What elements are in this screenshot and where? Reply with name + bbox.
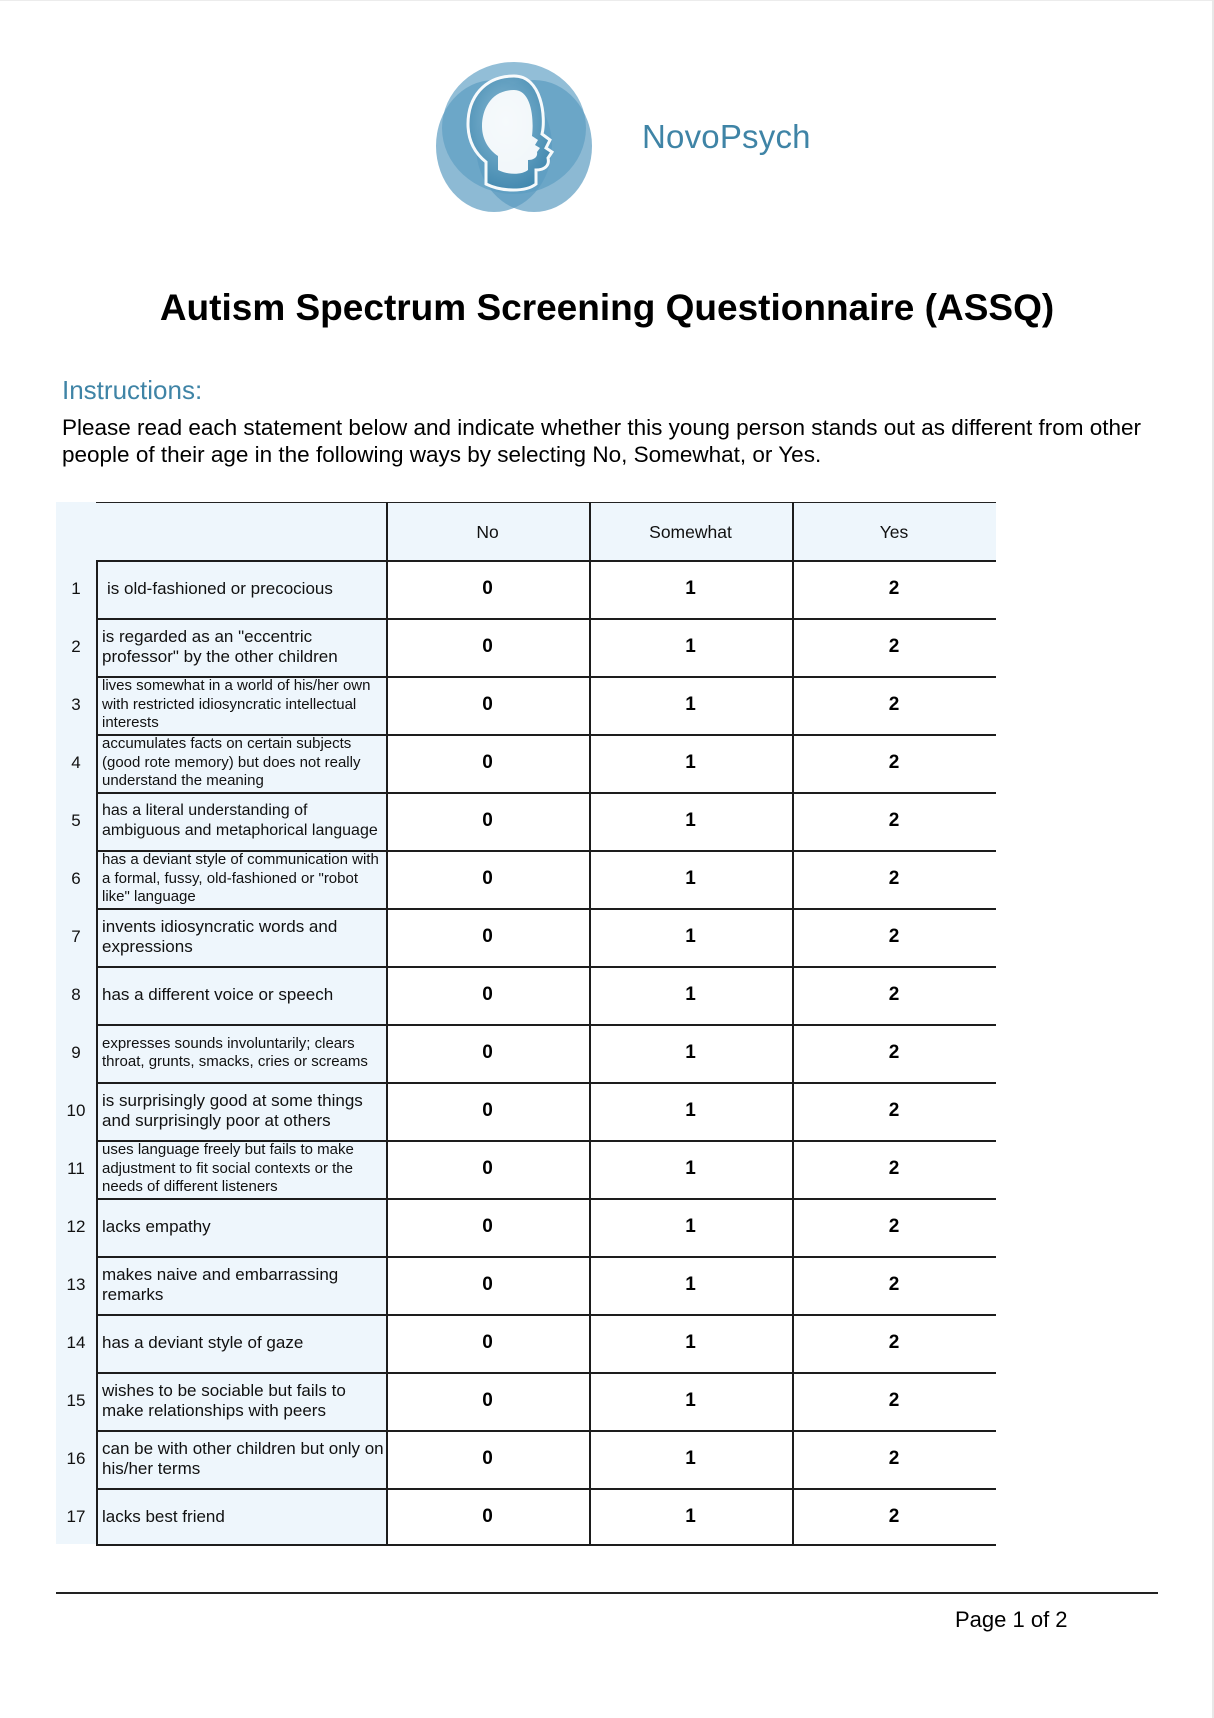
score-no[interactable]: 0 xyxy=(482,578,493,599)
score-no[interactable]: 0 xyxy=(482,636,493,657)
score-somewhat[interactable]: 1 xyxy=(685,752,696,773)
item-statement: expresses sounds involuntarily; clears throat, grunts, smacks, cries or screams xyxy=(96,1024,386,1082)
score-no[interactable]: 0 xyxy=(482,1274,493,1295)
item-statement: has a deviant style of communication with a formal, fussy, old-fashioned or "robot like" language xyxy=(96,850,386,908)
score-somewhat[interactable]: 1 xyxy=(685,1042,696,1063)
table-row xyxy=(56,1024,996,1082)
score-no[interactable]: 0 xyxy=(482,694,493,715)
item-number: 1 xyxy=(71,579,81,598)
score-somewhat[interactable]: 1 xyxy=(685,694,696,715)
table-column-divider xyxy=(96,560,98,1545)
score-yes[interactable]: 2 xyxy=(888,1158,900,1179)
score-no[interactable]: 0 xyxy=(482,926,493,947)
item-statement: has a different voice or speech xyxy=(96,966,386,1024)
item-statement: has a literal understanding of ambiguous and metaphorical language xyxy=(96,792,386,850)
table-column-divider xyxy=(792,502,794,1545)
item-number: 16 xyxy=(66,1449,86,1468)
item-statement: accumulates facts on certain subjects (good rote memory) but does not really understand the meaning xyxy=(96,734,386,792)
instructions-heading: Instructions: xyxy=(62,375,203,405)
score-yes[interactable]: 2 xyxy=(888,578,900,599)
item-number: 9 xyxy=(71,1043,81,1062)
item-number: 15 xyxy=(66,1391,86,1410)
item-statement: lacks empathy xyxy=(96,1198,386,1256)
score-no[interactable]: 0 xyxy=(482,810,493,831)
page-top-edge xyxy=(0,0,1214,1)
item-statement: lacks best friend xyxy=(96,1488,386,1546)
table-row xyxy=(56,618,996,676)
score-somewhat[interactable]: 1 xyxy=(685,1448,696,1469)
score-yes[interactable]: 2 xyxy=(888,636,900,657)
item-statement: has a deviant style of gaze xyxy=(96,1314,386,1372)
score-somewhat[interactable]: 1 xyxy=(685,1506,696,1527)
item-statement: uses language freely but fails to make adjustment to fit social contexts or the needs of different listeners xyxy=(96,1140,386,1198)
score-somewhat[interactable]: 1 xyxy=(685,984,696,1005)
item-number: 4 xyxy=(71,753,81,772)
item-number: 11 xyxy=(67,1159,85,1178)
score-no[interactable]: 0 xyxy=(482,1506,493,1527)
score-yes[interactable]: 2 xyxy=(888,1390,900,1411)
score-yes[interactable]: 2 xyxy=(888,868,900,889)
item-number: 5 xyxy=(71,811,81,830)
table-row xyxy=(56,1488,996,1546)
score-yes[interactable]: 2 xyxy=(888,1042,900,1063)
score-somewhat[interactable]: 1 xyxy=(685,868,696,889)
score-yes[interactable]: 2 xyxy=(888,926,900,947)
table-divider xyxy=(96,792,996,794)
item-number: 7 xyxy=(71,927,81,946)
table-row xyxy=(56,734,996,792)
item-number: 13 xyxy=(66,1275,86,1294)
item-number: 10 xyxy=(66,1101,86,1120)
score-somewhat[interactable]: 1 xyxy=(685,1100,696,1121)
table-row xyxy=(56,792,996,850)
item-number: 12 xyxy=(66,1217,86,1236)
score-somewhat[interactable]: 1 xyxy=(685,636,696,657)
table-divider xyxy=(96,1544,996,1546)
table-divider xyxy=(96,676,996,678)
item-number: 8 xyxy=(71,985,81,1004)
score-somewhat[interactable]: 1 xyxy=(685,926,696,947)
score-no[interactable]: 0 xyxy=(482,868,493,889)
score-somewhat[interactable]: 1 xyxy=(685,1274,696,1295)
item-statement: can be with other children but only on his/her terms xyxy=(96,1430,386,1488)
table-divider xyxy=(96,966,996,968)
score-no[interactable]: 0 xyxy=(482,1100,493,1121)
score-yes[interactable]: 2 xyxy=(888,1274,900,1295)
score-no[interactable]: 0 xyxy=(482,752,493,773)
table-row xyxy=(56,676,996,734)
head-profile-logo-icon xyxy=(432,58,596,214)
table-row xyxy=(56,1082,996,1140)
table-row xyxy=(56,908,996,966)
column-header-yes: Yes xyxy=(879,522,909,542)
score-yes[interactable]: 2 xyxy=(888,1100,900,1121)
table-divider xyxy=(96,1082,996,1084)
score-somewhat[interactable]: 1 xyxy=(685,1158,696,1179)
column-header-somewhat: Somewhat xyxy=(649,522,732,542)
score-yes[interactable]: 2 xyxy=(888,1216,900,1237)
score-yes[interactable]: 2 xyxy=(888,984,900,1005)
score-no[interactable]: 0 xyxy=(482,984,493,1005)
item-statement: is surprisingly good at some things and surprisingly poor at others xyxy=(96,1082,386,1140)
table-divider xyxy=(96,1198,996,1200)
score-yes[interactable]: 2 xyxy=(888,1506,900,1527)
score-no[interactable]: 0 xyxy=(482,1448,493,1469)
table-row xyxy=(56,850,996,908)
score-no[interactable]: 0 xyxy=(482,1042,493,1063)
table-row xyxy=(56,1372,996,1430)
table-divider xyxy=(96,1140,996,1142)
table-divider xyxy=(96,850,996,852)
score-no[interactable]: 0 xyxy=(482,1332,493,1353)
item-statement: invents idiosyncratic words and expressions xyxy=(96,908,386,966)
brand-name: NovoPsych xyxy=(642,118,811,155)
table-column-divider xyxy=(589,502,591,1545)
page-number: Page 1 of 2 xyxy=(955,1607,1068,1632)
score-yes[interactable]: 2 xyxy=(888,810,900,831)
table-row xyxy=(56,1198,996,1256)
score-no[interactable]: 0 xyxy=(482,1216,493,1237)
table-row xyxy=(56,1430,996,1488)
item-statement: lives somewhat in a world of his/her own with restricted idiosyncratic intellectual interests xyxy=(96,676,386,734)
table-divider xyxy=(96,908,996,910)
score-somewhat[interactable]: 1 xyxy=(685,1332,696,1353)
item-number: 17 xyxy=(66,1507,86,1526)
table-row xyxy=(56,1140,996,1198)
table-divider xyxy=(96,1488,996,1490)
item-number: 14 xyxy=(66,1333,86,1352)
item-number: 6 xyxy=(71,869,81,888)
table-divider xyxy=(96,1256,996,1258)
table-divider xyxy=(96,1314,996,1316)
item-number: 2 xyxy=(71,637,81,656)
score-somewhat[interactable]: 1 xyxy=(685,1390,696,1411)
table-row xyxy=(56,966,996,1024)
footer-divider xyxy=(56,1592,1158,1594)
column-header-no: No xyxy=(476,522,499,542)
table-row xyxy=(56,1256,996,1314)
item-statement: is old-fashioned or precocious xyxy=(96,560,386,618)
score-yes[interactable]: 2 xyxy=(888,752,900,773)
item-number: 3 xyxy=(71,695,81,714)
item-statement: is regarded as an "eccentric professor" by the other children xyxy=(96,618,386,676)
score-somewhat[interactable]: 1 xyxy=(685,578,696,599)
table-header xyxy=(96,502,996,560)
questionnaire-table xyxy=(56,502,996,1544)
item-statement: wishes to be sociable but fails to make relationships with peers xyxy=(96,1372,386,1430)
score-yes[interactable]: 2 xyxy=(888,1332,900,1353)
table-row xyxy=(56,1314,996,1372)
table-divider xyxy=(96,560,996,562)
score-somewhat[interactable]: 1 xyxy=(685,1216,696,1237)
score-yes[interactable]: 2 xyxy=(888,694,900,715)
table-divider xyxy=(96,1024,996,1026)
item-statement: makes naive and embarrassing remarks xyxy=(96,1256,386,1314)
table-divider xyxy=(96,618,996,620)
table-divider xyxy=(96,734,996,736)
table-divider xyxy=(96,1430,996,1432)
table-divider xyxy=(96,1372,996,1374)
score-somewhat[interactable]: 1 xyxy=(685,810,696,831)
score-no[interactable]: 0 xyxy=(482,1390,493,1411)
page-title: Autism Spectrum Screening Questionnaire (ASSQ) xyxy=(159,287,1055,328)
score-yes[interactable]: 2 xyxy=(888,1448,900,1469)
score-no[interactable]: 0 xyxy=(482,1158,493,1179)
instructions-text: Please read each statement below and indicate whether this young person stands out as different from other people of their age in the following ways by selecting No, Somewhat, or Yes. xyxy=(62,415,1141,467)
table-row xyxy=(56,560,996,618)
table-column-divider xyxy=(386,502,388,1545)
